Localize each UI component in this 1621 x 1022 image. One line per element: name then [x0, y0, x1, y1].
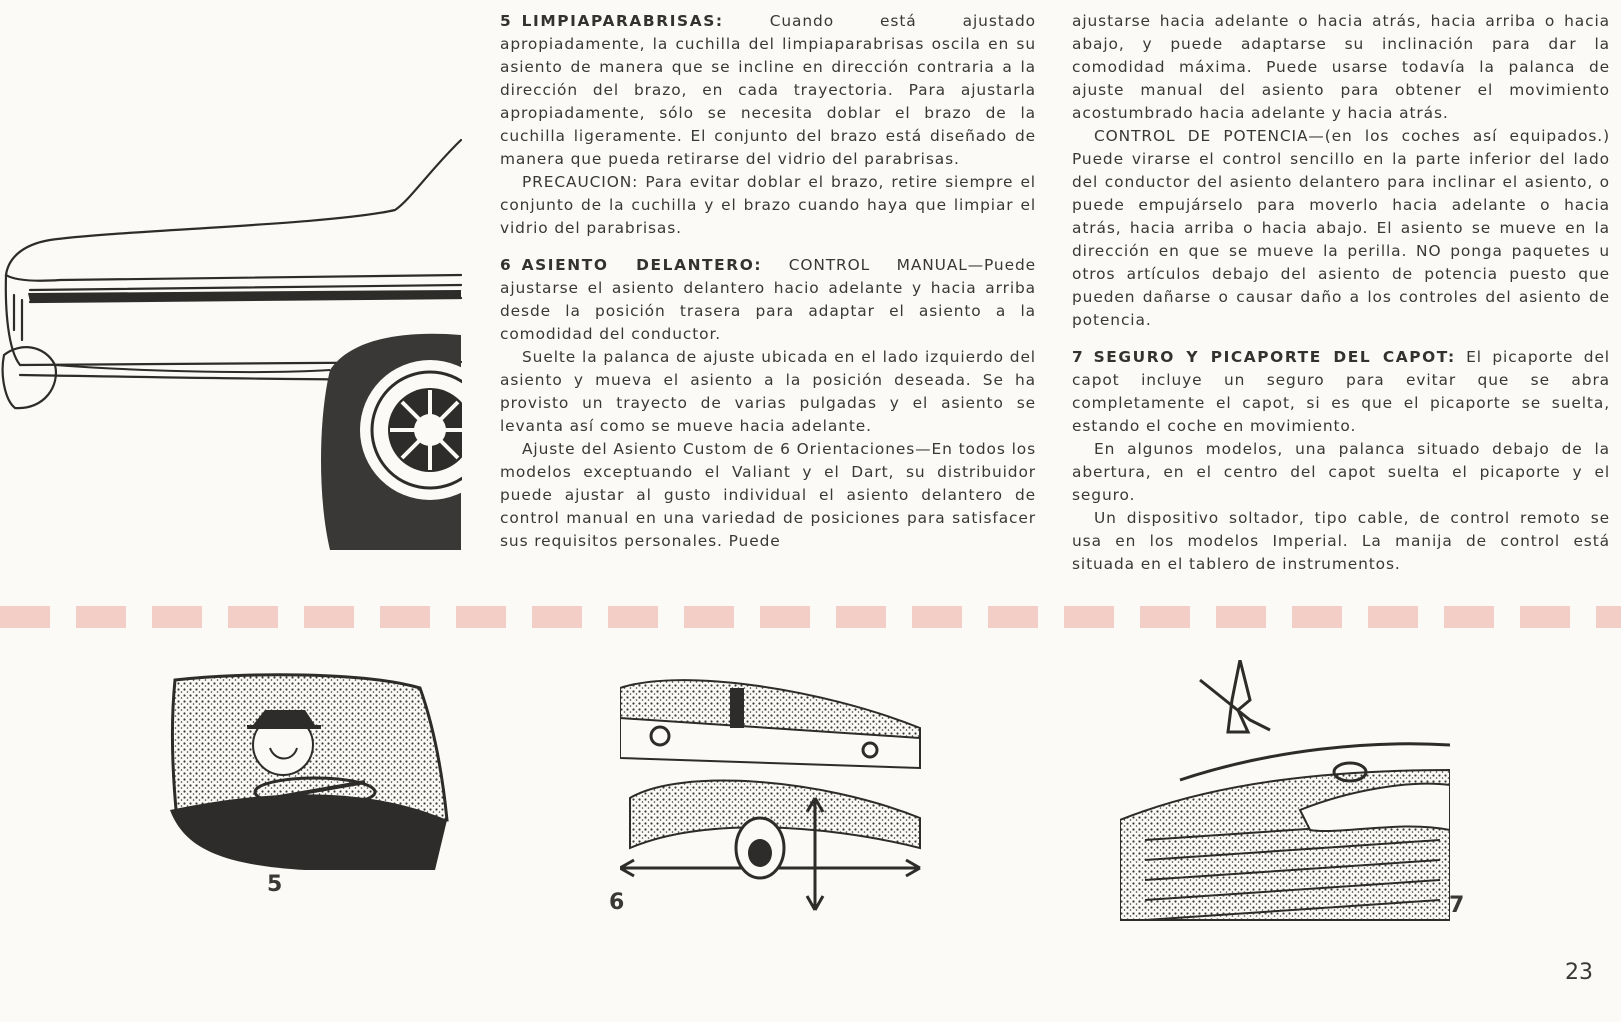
section-6-paragraph: [500, 254, 1036, 346]
section-7-heading: SEGURO Y PICAPORTE DEL CAPOT:: [1093, 348, 1456, 366]
section-5-number: 5: [500, 12, 512, 30]
figure-5-label: 5: [267, 872, 283, 897]
section-5-caution: PRECAUCION: Para evitar doblar el brazo, retire siempre el conjunto de la cuchilla y el brazo cuando haya que limpiar el vidrio del parabrisas.: [500, 173, 1036, 237]
section-5-paragraph: [500, 10, 1036, 171]
section-5-heading: LIMPIAPARABRISAS:: [521, 12, 724, 30]
text-column-right: [1072, 10, 1610, 576]
section-7-imperial-paragraph: Un dispositivo soltador, tipo cable, de control remoto se usa en los modelos Imperial. La manija de control está situada en el tablero de instrumentos.: [1072, 509, 1610, 573]
section-6-text: CONTROL MANUAL—Puede ajustarse el asiento delantero hacio adelante y hacia arriba desde la posición trasera para adaptar el asiento a la comodidad del conductor.: [500, 256, 1036, 343]
section-6-custom-continued: ajustarse hacia adelante o hacia atrás, hacia arriba o hacia abajo, y puede adaptarse su inclinación para dar la comodidad máxima. Puede usarse todavía la palanca de ajuste manual del asiento para obtener el movimiento acostumbrado hacia adelante y hacia atrás.: [1072, 12, 1610, 122]
section-6-custom-paragraph: Ajuste del Asiento Custom de 6 Orientaciones—En todos los modelos exceptuando el Valiant y el Dart, su distribuidor puede ajustar al gusto individual el asiento delantero de control manual en una variedad de posiciones para satisfacer sus requisitos personales. Puede: [500, 440, 1036, 550]
car-front-illustration: [0, 130, 462, 550]
section-6-power-paragraph: CONTROL DE POTENCIA—(en los coches así equipados.) Puede virarse el control sencillo en la parte inferior del lado del conductor del asiento delantero para inclinar el asiento, o puede empujárselo para moverlo hacia adelante o hacia atrás, hacia arriba o hacia abajo. El asiento se mueve en la dirección en que se mueve la perilla. NO ponga paquetes u otros artículos debajo del asiento de potencia puesto que pueden dañarse o causar daño a los controles del asiento de potencia.: [1072, 127, 1610, 329]
section-7-number: 7: [1072, 348, 1084, 366]
section-5-text: Cuando está ajustado apropiadamente, la cuchilla del limpiaparabrisas oscila en su asiento de manera que se incline en dirección contraria a la dirección del brazo, en cada trayectoria. Para ajustarla apropiadamente, sólo se necesita doblar el brazo de la cuchilla ligeramente. El conjunto del brazo está diseñado de manera que pueda retirarse del vidrio del parabrisas.: [500, 12, 1036, 168]
section-7-lever-paragraph: En algunos modelos, una palanca situado debajo de la abertura, en el centro del capot suelta el picaporte y el seguro.: [1072, 440, 1610, 504]
decorative-divider-stripe: [0, 606, 1621, 628]
figure-6-label: 6: [609, 890, 625, 915]
text-column-left: [500, 10, 1036, 553]
figure-7-label: 7: [1449, 893, 1465, 918]
section-7-paragraph: [1072, 346, 1610, 438]
section-7-text: El picaporte del capot incluye un seguro para evitar que se abra completamente el capot, si es que el picaporte se suelta, estando el coche en movimiento.: [1072, 348, 1610, 435]
section-6-lever-paragraph: Suelte la palanca de ajuste ubicada en el lado izquierdo del asiento y mueva el asiento a la posición deseada. Se ha provisto un trayecto de varias pulgadas y el asiento se levanta así como se mueve hacia adelante.: [500, 348, 1036, 435]
section-6-number: 6: [500, 256, 512, 274]
seat-adjuster-illustration: [620, 648, 930, 918]
hood-latch-illustration: [1120, 660, 1450, 960]
section-6-heading: ASIENTO DELANTERO:: [521, 256, 763, 274]
windshield-wiper-illustration: [165, 670, 455, 870]
page-number: 23: [1565, 960, 1593, 985]
